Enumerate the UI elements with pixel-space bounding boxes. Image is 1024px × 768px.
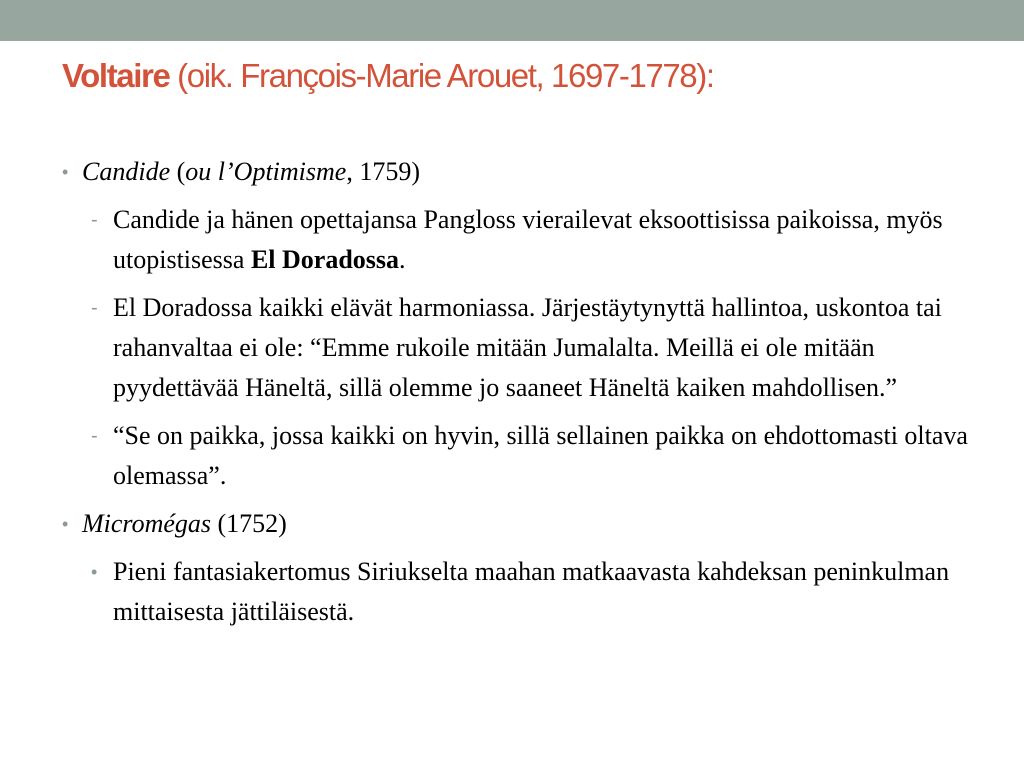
slide-title-rest: (oik. François-Marie Arouet, 1697-1778): <box>169 57 714 94</box>
work-year-micromegas: (1752) <box>211 509 287 538</box>
bullet-micromegas <box>62 504 972 544</box>
sub-point-candide-2 <box>62 288 972 408</box>
slide-title-main: Voltaire <box>62 57 170 94</box>
work-open-paren: ( <box>170 157 186 186</box>
sub-point-candide-3 <box>62 416 972 496</box>
sub-point-text: “Se on paikka, jossa kaikki on hyvin, sillä sellainen paikka on ehdottomasti oltava olemassa”. <box>113 421 968 490</box>
bullet-dot-icon: • <box>62 162 69 182</box>
sub-point-micromegas-1 <box>62 552 972 632</box>
work-year-candide: , 1759) <box>346 157 420 186</box>
work-title-candide: Candide <box>82 157 171 186</box>
dash-marker-icon: - <box>91 425 98 447</box>
bullet-dot-icon: • <box>62 514 69 534</box>
sub-point-candide-1 <box>62 200 972 280</box>
sub-point-end: . <box>399 245 406 274</box>
bullet-dot-icon: • <box>91 562 98 582</box>
dash-marker-icon: - <box>91 209 98 231</box>
work-subtitle-candide: ou l’Optimisme <box>185 157 347 186</box>
bullet-candide <box>62 152 972 192</box>
top-accent-bar <box>0 0 1024 41</box>
sub-point-text: Candide ja hänen opettajansa Pangloss vierailevat eksoottisissa paikoissa, myös utopistisessa <box>113 205 943 274</box>
dash-marker-icon: - <box>91 297 98 319</box>
work-title-micromegas: Micromégas <box>82 509 212 538</box>
sub-point-bold: El Doradossa <box>250 245 400 274</box>
slide-title <box>62 56 714 96</box>
sub-point-text: Pieni fantasiakertomus Siriukselta maahan matkaavasta kahdeksan peninkulman mittaisesta jättiläisestä. <box>113 557 950 626</box>
sub-point-text: El Doradossa kaikki elävät harmoniassa. Järjestäytynyttä hallintoa, uskontoa tai rahanvaltaa ei ole: “Emme rukoile mitään Jumalalta. Meillä ei ole mitään pyydettävää Häneltä, sillä olemme jo saaneet Häneltä kaiken mahdollisen.” <box>113 293 942 402</box>
slide-body <box>62 152 972 632</box>
